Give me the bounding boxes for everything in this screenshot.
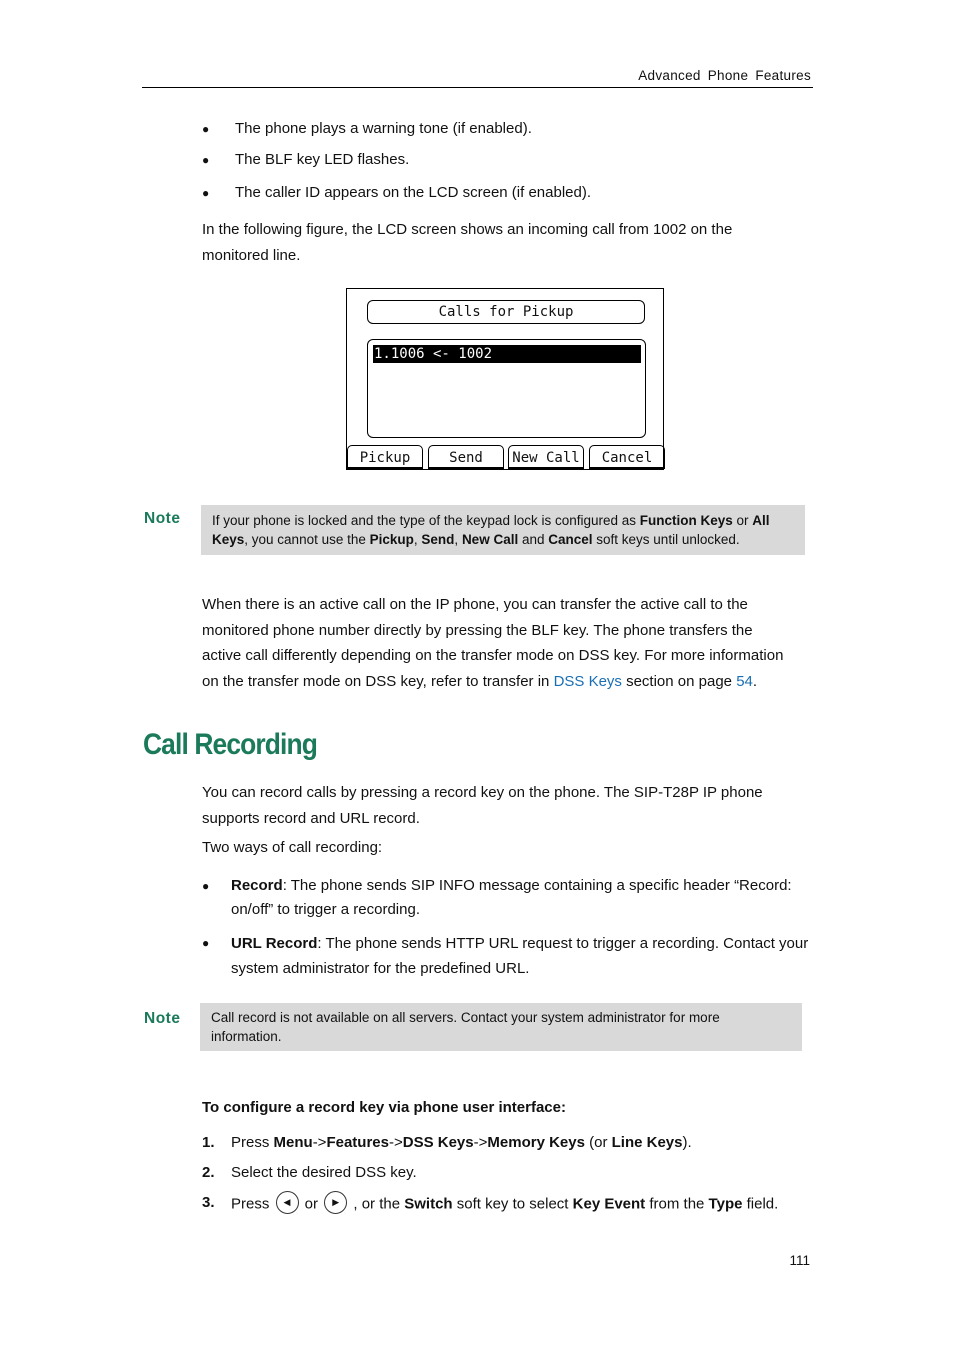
note-text: , bbox=[413, 532, 422, 547]
paragraph-line: active call differently depending on the transfer mode on DSS key. For more information bbox=[202, 647, 784, 664]
step-number: 3. bbox=[202, 1194, 215, 1211]
left-arrow-key-icon: ◀ bbox=[276, 1191, 299, 1214]
bullet-icon: ● bbox=[202, 879, 210, 893]
list-item-line: system administrator for the predefined URL. bbox=[231, 960, 530, 977]
lcd-call-list bbox=[367, 339, 646, 438]
note-text: Call record is not available on all servers. Contact your system administrator for more bbox=[211, 1010, 720, 1025]
list-term: URL Record bbox=[231, 935, 318, 952]
softkey-send: Send bbox=[428, 445, 504, 469]
paragraph-line: monitored line. bbox=[202, 246, 301, 264]
paragraph-line: You can record calls by pressing a record key on the phone. The SIP-T28P IP phone bbox=[202, 784, 763, 801]
paragraph-text: . bbox=[752, 672, 758, 690]
lcd-screen-figure bbox=[346, 288, 664, 470]
note-term: Function Keys bbox=[639, 513, 733, 528]
bullet-icon: ● bbox=[202, 153, 210, 167]
note-term: New Call bbox=[461, 532, 519, 547]
step-term: Menu bbox=[273, 1134, 313, 1151]
page-number: 111 bbox=[789, 1253, 810, 1268]
list-item-text: : The phone sends SIP INFO message containing a specific header “Record: bbox=[282, 877, 792, 894]
step-number: 1. bbox=[202, 1134, 215, 1151]
note-text: or bbox=[732, 513, 753, 528]
list-item bbox=[202, 931, 808, 981]
step-text: -> bbox=[312, 1134, 327, 1151]
paragraph-text: section on page bbox=[621, 672, 737, 690]
step-text: from the bbox=[645, 1195, 709, 1213]
list-item-line bbox=[231, 874, 792, 898]
list-term: Record bbox=[231, 877, 283, 894]
transfer-paragraph bbox=[202, 592, 783, 694]
page-54-link[interactable]: 54 bbox=[736, 672, 753, 690]
list-item-text: The phone plays a warning tone (if enabled). bbox=[235, 120, 532, 137]
dss-keys-link[interactable]: DSS Keys bbox=[553, 672, 622, 690]
paragraph-line bbox=[202, 669, 783, 695]
note-text: , bbox=[454, 532, 462, 547]
step-term: Line Keys bbox=[611, 1134, 683, 1151]
lcd-title: Calls for Pickup bbox=[367, 300, 645, 324]
step-text: ). bbox=[682, 1134, 692, 1151]
paragraph-line: monitored phone number directly by pressing the BLF key. The phone transfers the bbox=[202, 621, 753, 639]
procedure-title: To configure a record key via phone user interface: bbox=[202, 1099, 566, 1116]
step-term: Switch bbox=[404, 1195, 453, 1213]
list-item-text: : The phone sends HTTP URL request to trigger a recording. Contact your bbox=[317, 935, 809, 952]
figure-intro-paragraph bbox=[202, 217, 732, 268]
step-text: or bbox=[300, 1195, 323, 1213]
recording-intro-paragraph bbox=[202, 780, 763, 831]
list-item-line: on/off” to trigger a recording. bbox=[231, 901, 420, 918]
paragraph-line: supports record and URL record. bbox=[202, 809, 420, 827]
step-text: , or the bbox=[349, 1195, 405, 1213]
note-term: Send bbox=[421, 532, 455, 547]
softkey-new-call: New Call bbox=[508, 445, 584, 469]
procedure-step bbox=[202, 1133, 692, 1153]
step-text: (or bbox=[584, 1134, 612, 1151]
list-item-text: The caller ID appears on the LCD screen (if enabled). bbox=[235, 184, 592, 201]
list-item bbox=[202, 183, 591, 203]
step-text: soft key to select bbox=[452, 1195, 573, 1213]
softkey-pickup: Pickup bbox=[347, 445, 423, 469]
step-term: Type bbox=[708, 1195, 743, 1213]
note-term: All Keys bbox=[212, 513, 770, 547]
step-text: -> bbox=[473, 1134, 488, 1151]
list-item bbox=[202, 119, 532, 139]
note-text: information. bbox=[211, 1029, 282, 1044]
recording-ways-intro: Two ways of call recording: bbox=[202, 839, 383, 856]
step-text: Press bbox=[231, 1134, 274, 1151]
note-text: , you cannot use the bbox=[244, 532, 370, 547]
bullet-icon: ● bbox=[202, 186, 210, 200]
note-term: Cancel bbox=[548, 532, 593, 547]
list-item-line bbox=[231, 931, 808, 956]
paragraph-line: When there is an active call on the IP phone, you can transfer the active call to the bbox=[202, 596, 748, 613]
lcd-softkey-bar bbox=[347, 445, 663, 469]
procedure-step bbox=[202, 1163, 417, 1183]
note-box bbox=[201, 505, 805, 555]
lcd-selected-item: 1.1006 <- 1002 bbox=[373, 345, 641, 363]
note-text: soft keys until unlocked. bbox=[592, 532, 740, 547]
step-text: field. bbox=[742, 1195, 779, 1213]
paragraph-line: In the following figure, the LCD screen shows an incoming call from 1002 on the bbox=[202, 221, 733, 238]
list-item-text: The BLF key LED flashes. bbox=[235, 151, 410, 168]
list-item bbox=[202, 150, 409, 170]
paragraph-text: on the transfer mode on DSS key, refer to transfer in bbox=[202, 672, 554, 690]
header-rule bbox=[142, 87, 813, 88]
step-term: Features bbox=[326, 1134, 389, 1151]
bullet-icon: ● bbox=[202, 936, 210, 950]
step-term: DSS Keys bbox=[402, 1134, 474, 1151]
step-term: Memory Keys bbox=[487, 1134, 585, 1151]
note-term: Pickup bbox=[369, 532, 414, 547]
list-item bbox=[202, 874, 792, 922]
procedure-step bbox=[202, 1193, 778, 1216]
step-text: -> bbox=[388, 1134, 403, 1151]
note-text: If your phone is locked and the type of the keypad lock is configured as bbox=[212, 513, 640, 528]
note-label: Note bbox=[144, 510, 181, 527]
step-text: Press bbox=[231, 1195, 274, 1213]
softkey-cancel: Cancel bbox=[589, 445, 665, 469]
section-heading: Call Recording bbox=[143, 728, 317, 761]
step-text: Select the desired DSS key. bbox=[231, 1164, 417, 1181]
step-term: Key Event bbox=[572, 1195, 646, 1213]
note-label: Note bbox=[144, 1010, 181, 1027]
step-number: 2. bbox=[202, 1164, 215, 1181]
note-box bbox=[200, 1003, 802, 1051]
running-header: Advanced Phone Features bbox=[638, 68, 811, 83]
bullet-icon: ● bbox=[202, 122, 210, 136]
note-text: and bbox=[518, 532, 549, 547]
right-arrow-key-icon: ▶ bbox=[324, 1191, 347, 1214]
